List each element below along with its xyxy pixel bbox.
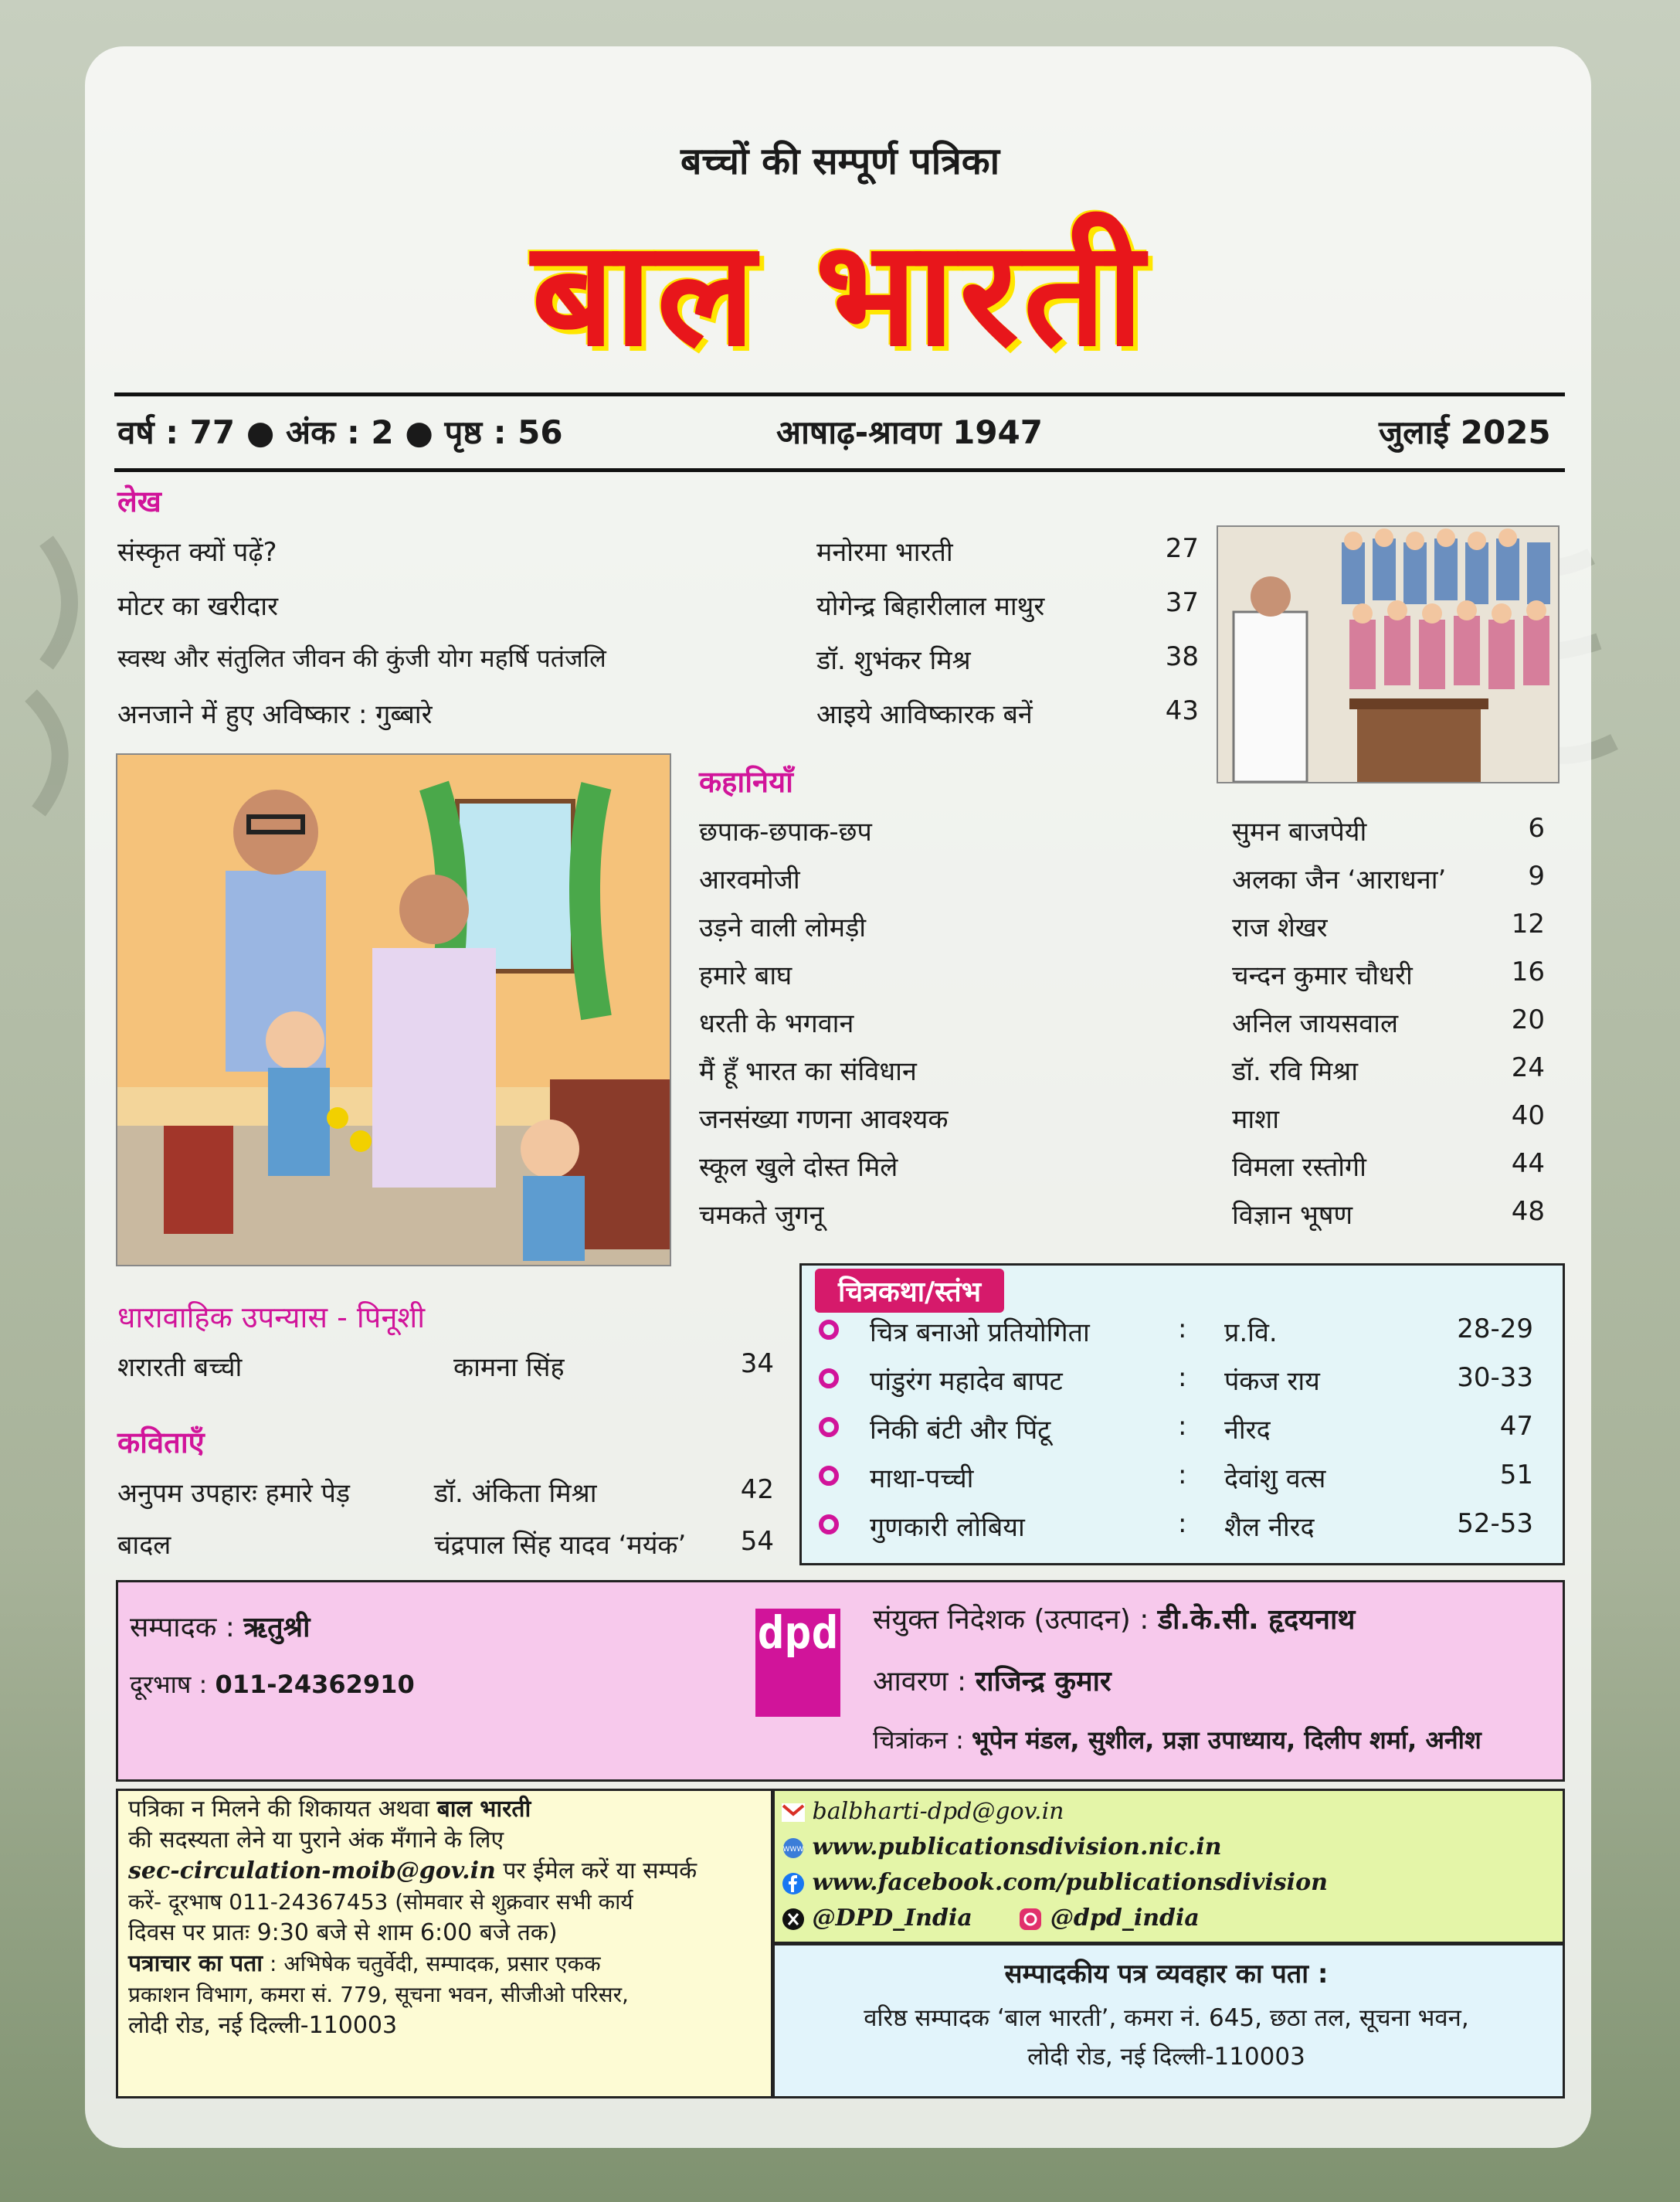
poem-row[interactable]: [117, 1474, 789, 1513]
editorial-address-line: लोदी रोड, नई दिल्ली-110003: [1027, 2043, 1305, 2071]
article-page: 38: [1165, 641, 1199, 672]
editorial-address-line: वरिष्ठ सम्पादक ‘बाल भारती’, कमरा नं. 645, छठा तल, सूचना भवन,: [864, 2004, 1469, 2032]
lekh-heading: लेख: [117, 484, 161, 518]
poem-title: अनुपम उपहारः हमारे पेड़: [117, 1478, 351, 1509]
story-title: चमकते जुगनू: [699, 1200, 824, 1231]
tagline: बच्चों की सम्पूर्ण पत्रिका: [680, 140, 1000, 183]
circulation-line: दिवस पर प्रातः 9:30 बजे से शाम 6:00 बजे तक): [128, 1919, 558, 1946]
upanyas-heading: धारावाहिक उपन्यास - पिनूशी: [117, 1300, 426, 1334]
x-icon: [782, 1908, 805, 1931]
dpd-logo: dpd: [755, 1609, 840, 1717]
issue-info: वर्ष : 77 ● अंक : 2 ● पृष्ठ : 56: [117, 413, 563, 451]
story-row[interactable]: [699, 1100, 1556, 1148]
story-author: डॉ. रवि मिश्रा: [1232, 1056, 1359, 1087]
upanyas-page: 34: [740, 1348, 774, 1379]
article-author: योगेन्द्र बिहारीलाल माथुर: [816, 591, 1045, 622]
article-page: 43: [1165, 695, 1199, 726]
sub-rule: [114, 468, 1565, 472]
circulation-line: करें- दूरभाष 011-24367453 (सोमवार से शुक्रवार सभी कार्य: [128, 1889, 633, 1915]
story-row[interactable]: [699, 813, 1556, 861]
story-page: 6: [1528, 813, 1545, 844]
column-row[interactable]: [819, 1508, 1553, 1557]
poem-author: डॉ. अंकिता मिश्रा: [434, 1478, 597, 1509]
illustrators-label: चित्रांकन :: [873, 1725, 972, 1755]
story-author: चन्दन कुमार चौधरी: [1232, 960, 1413, 991]
kahaniyan-list: [699, 813, 1556, 1244]
article-author: आइये आविष्कारक बनें: [816, 699, 1033, 730]
story-title: मैं हूँ भारत का संविधान: [699, 1056, 917, 1087]
poem-page: 42: [740, 1474, 774, 1505]
lekh-row[interactable]: [117, 587, 1199, 641]
story-row[interactable]: [699, 1148, 1556, 1196]
address-line: लोदी रोड, नई दिल्ली-110003: [128, 2012, 398, 2039]
story-row[interactable]: [699, 1052, 1556, 1100]
illustrators-names: भूपेन मंडल, सुशील, प्रज्ञा उपाध्याय, दिलीप शर्मा, अनीश: [972, 1725, 1481, 1755]
hindi-month: आषाढ़-श्रावण 1947: [776, 413, 1044, 451]
phone-line: [130, 1667, 415, 1701]
editor-line: [130, 1607, 310, 1645]
globe-icon: [782, 1837, 805, 1860]
website-link[interactable]: www.publicationsdivision.nic.in: [812, 1833, 1222, 1860]
editorial-address-heading: सम्पादकीय पत्र व्यवहार का पता :: [1004, 1959, 1329, 1990]
story-row[interactable]: [699, 861, 1556, 909]
instagram-link[interactable]: @dpd_india: [1050, 1905, 1200, 1932]
editor-name: ऋतुश्री: [243, 1612, 311, 1643]
column-author: प्र.वि.: [1224, 1317, 1278, 1348]
column-row[interactable]: [819, 1460, 1553, 1508]
x-link[interactable]: @DPD_India: [812, 1905, 972, 1932]
bullet-icon: [819, 1514, 839, 1534]
family-illustration: [116, 753, 671, 1266]
lekh-list: [117, 533, 1199, 749]
column-separator: :: [1178, 1313, 1187, 1344]
column-separator: :: [1178, 1508, 1187, 1539]
column-author: देवांशु वत्स: [1224, 1463, 1326, 1494]
article-title: संस्कृत क्यों पढ़ें?: [117, 537, 277, 568]
story-author: अनिल जायसवाल: [1232, 1008, 1399, 1039]
column-page: 52-53: [1457, 1508, 1533, 1539]
column-separator: :: [1178, 1411, 1187, 1442]
column-page: 30-33: [1457, 1362, 1533, 1393]
column-separator: :: [1178, 1362, 1187, 1393]
facebook-link[interactable]: www.facebook.com/publicationsdivision: [812, 1869, 1328, 1896]
svg-text:WWW: WWW: [782, 1845, 804, 1854]
address-label: पत्राचार का पता: [128, 1950, 263, 1977]
poem-row[interactable]: [117, 1526, 789, 1565]
column-separator: :: [1178, 1460, 1187, 1490]
column-page: 47: [1499, 1411, 1533, 1442]
circulation-line: पत्रिका न मिलने की शिकायत अथवा: [128, 1796, 437, 1823]
email-link[interactable]: balbharti-dpd@gov.in: [812, 1798, 1064, 1825]
top-rule: [114, 392, 1565, 396]
column-row[interactable]: [819, 1411, 1553, 1460]
column-author: पंकज राय: [1224, 1366, 1320, 1397]
upanyas-row[interactable]: [117, 1348, 789, 1387]
story-page: 12: [1511, 909, 1545, 940]
article-author: डॉ. शुभंकर मिश्र: [816, 645, 971, 676]
column-row[interactable]: [819, 1313, 1553, 1362]
bullet-icon: [819, 1466, 839, 1486]
column-author: शैल नीरद: [1224, 1512, 1315, 1543]
circulation-email-link[interactable]: sec-circulation-moib@gov.in: [128, 1857, 496, 1884]
chitrakatha-heading: चित्रकथा/स्तंभ: [815, 1269, 1004, 1313]
story-author: राज शेखर: [1232, 912, 1328, 943]
magazine-title: बाल भारती: [531, 209, 1149, 379]
story-title: स्कूल खुले दोस्त मिले: [699, 1152, 898, 1183]
story-page: 9: [1528, 861, 1545, 892]
lekh-row[interactable]: [117, 533, 1199, 587]
story-page: 20: [1511, 1004, 1545, 1035]
column-title: पांडुरंग महादेव बापट: [870, 1366, 1063, 1397]
column-row[interactable]: [819, 1362, 1553, 1411]
cover-line: [873, 1661, 1112, 1699]
upanyas-title: शरारती बच्ची: [117, 1352, 243, 1383]
story-title: जनसंख्या गणना आवश्यक: [699, 1104, 949, 1135]
lekh-row[interactable]: [117, 641, 1199, 695]
story-page: 44: [1511, 1148, 1545, 1179]
poem-page: 54: [740, 1526, 774, 1557]
joint-director-line: [873, 1599, 1355, 1637]
phone-label: दूरभाष :: [130, 1670, 216, 1699]
story-author: विमला रस्तोगी: [1232, 1152, 1366, 1183]
circulation-line: की सदस्यता लेने या पुराने अंक मँगाने के लिए: [128, 1827, 504, 1854]
instagram-icon: [1018, 1907, 1043, 1932]
lekh-row[interactable]: [117, 695, 1199, 749]
bullet-icon: [819, 1368, 839, 1388]
article-page: 37: [1165, 587, 1199, 618]
cover-label: आवरण :: [873, 1666, 976, 1697]
story-title: धरती के भगवान: [699, 1008, 854, 1039]
article-title: स्वस्थ और संतुलित जीवन की कुंजी योग महर्षि पतंजलि: [117, 644, 606, 673]
magazine-name: बाल भारती: [436, 1796, 531, 1823]
article-author: मनोरमा भारती: [816, 537, 953, 568]
column-author: नीरद: [1224, 1415, 1271, 1446]
story-author: माशा: [1232, 1104, 1280, 1135]
story-row[interactable]: [699, 957, 1556, 1004]
joint-director-label: संयुक्त निदेशक (उत्पादन) :: [873, 1604, 1158, 1636]
bullet-icon: [819, 1320, 839, 1340]
column-page: 51: [1499, 1460, 1533, 1490]
address-line: : अभिषेक चतुर्वेदी, सम्पादक, प्रसार एकक: [263, 1951, 601, 1976]
bullet-icon: [819, 1417, 839, 1437]
story-author: विज्ञान भूषण: [1232, 1200, 1353, 1231]
phone-number: 011-24362910: [215, 1670, 415, 1699]
upanyas-author: कामना सिंह: [453, 1352, 565, 1383]
story-page: 16: [1511, 957, 1545, 987]
article-title: अनजाने में हुए अविष्कार : गुब्बारे: [117, 699, 433, 730]
column-title: गुणकारी लोबिया: [870, 1512, 1025, 1543]
editor-label: सम्पादक :: [130, 1612, 244, 1643]
story-row[interactable]: [699, 1196, 1556, 1244]
story-row[interactable]: [699, 909, 1556, 957]
story-row[interactable]: [699, 1004, 1556, 1052]
column-page: 28-29: [1457, 1313, 1533, 1344]
poem-title: बादल: [117, 1530, 171, 1561]
facebook-icon: [782, 1872, 805, 1895]
article-title: मोटर का खरीदार: [117, 591, 279, 622]
story-author: सुमन बाजपेयी: [1232, 817, 1367, 848]
illustrators-line: [873, 1723, 1481, 1756]
joint-director-name: डी.के.सी. हृदयनाथ: [1157, 1604, 1356, 1636]
links-list: [782, 1794, 1328, 1936]
poem-author: चंद्रपाल सिंह यादव ‘मयंक’: [434, 1530, 687, 1561]
story-author: अलका जैन ‘आराधना’: [1232, 865, 1447, 895]
gmail-icon: [782, 1803, 805, 1822]
address-line: प्रकाशन विभाग, कमरा सं. 779, सूचना भवन, सीजीओ परिसर,: [128, 1982, 629, 2007]
article-page: 27: [1165, 533, 1199, 564]
column-title: निकी बंटी और पिंटू: [870, 1415, 1051, 1446]
circulation-line: पर ईमेल करें या सम्पर्क: [495, 1857, 697, 1884]
column-title: चित्र बनाओ प्रतियोगिता: [870, 1317, 1090, 1348]
story-title: आरवमोजी: [699, 865, 800, 895]
cover-artist: राजिन्द्र कुमार: [975, 1666, 1112, 1697]
kahaniyan-heading: कहानियाँ: [699, 765, 794, 799]
issue-date: जुलाई 2025: [1379, 413, 1551, 451]
story-page: 48: [1511, 1196, 1545, 1227]
circulation-text: [128, 1794, 758, 2041]
story-title: उड़ने वाली लोमड़ी: [699, 912, 867, 943]
kavitayen-heading: कविताएँ: [117, 1426, 205, 1460]
story-title: हमारे बाघ: [699, 960, 792, 991]
story-title: छपाक-छपाक-छप: [699, 817, 872, 848]
story-page: 24: [1511, 1052, 1545, 1083]
column-title: माथा-पच्ची: [870, 1463, 974, 1494]
chitrakatha-list: [819, 1313, 1553, 1557]
lecture-illustration: [1217, 525, 1560, 783]
story-page: 40: [1511, 1100, 1545, 1131]
